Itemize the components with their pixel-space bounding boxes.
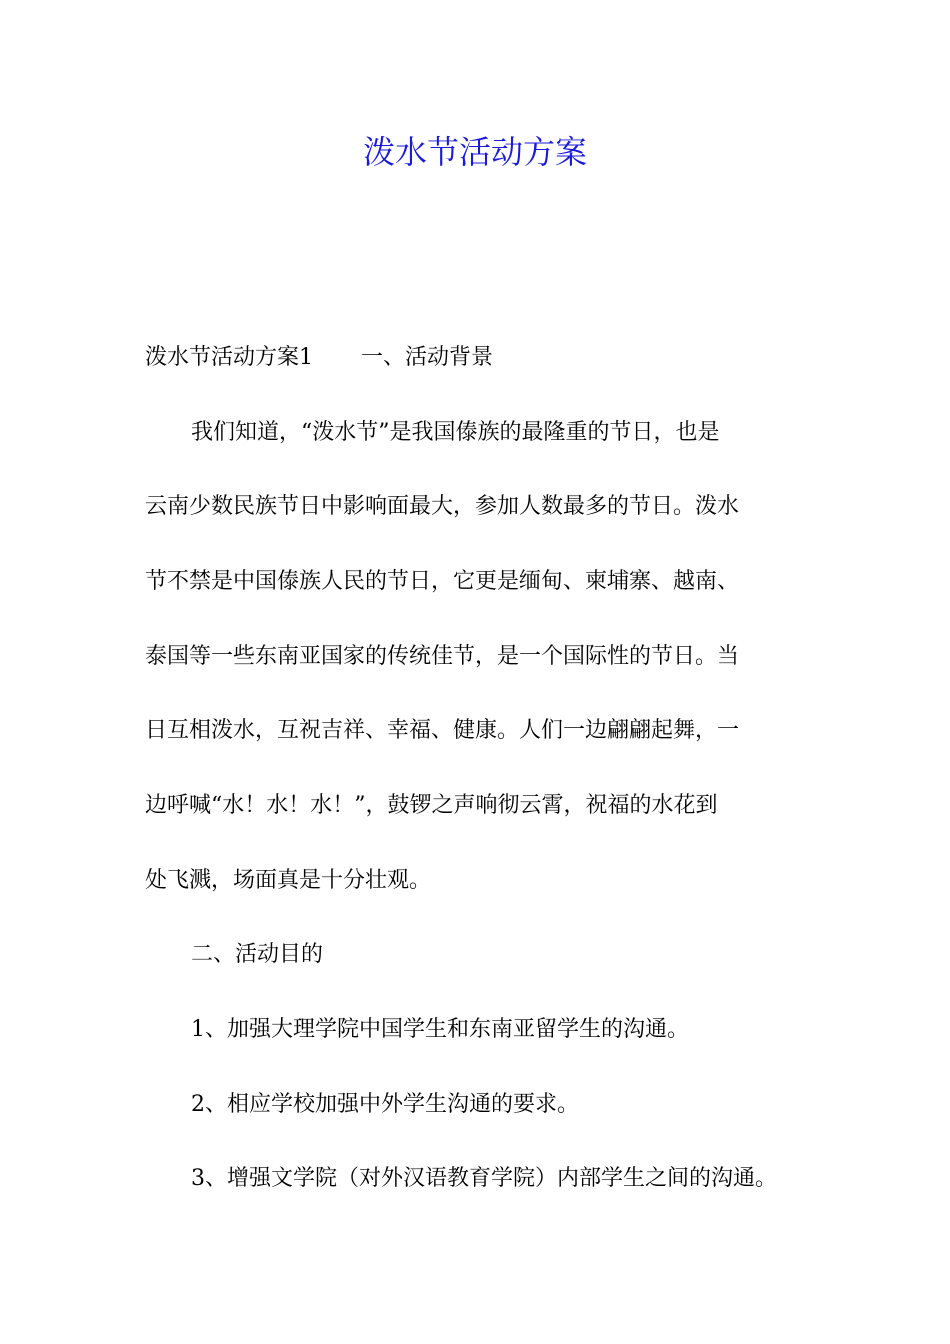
paragraph-line: 边呼喊“水！水！水！”，鼓锣之声响彻云霄，祝福的水花到 — [145, 793, 718, 818]
paragraph-line: 节不禁是中国傣族人民的节日，它更是缅甸、柬埔寨、越南、 — [145, 569, 740, 594]
section-heading-background: 一、活动背景 — [361, 345, 494, 370]
goal-item: 3、增强文学院（对外汉语教育学院）内部学生之间的沟通。 — [191, 1166, 777, 1191]
paragraph-line: 处飞溅，场面真是十分壮观。 — [145, 868, 432, 893]
plan-label: 泼水节活动方案1 — [145, 345, 313, 370]
goal-item: 1、加强大理学院中国学生和东南亚留学生的沟通。 — [191, 1017, 689, 1042]
section-heading-goals: 二、活动目的 — [191, 942, 324, 967]
paragraph-line: 泰国等一些东南亚国家的传统佳节，是一个国际性的节日。当 — [145, 644, 740, 669]
document-title: 泼水节活动方案 — [362, 133, 587, 171]
goal-item: 2、相应学校加强中外学生沟通的要求。 — [191, 1092, 579, 1117]
paragraph-line: 云南少数民族节日中影响面最大，参加人数最多的节日。泼水 — [145, 494, 740, 519]
heading-line — [145, 343, 825, 373]
paragraph-line: 日互相泼水，互祝吉祥、幸福、健康。人们一边翩翩起舞，一 — [145, 718, 740, 743]
paragraph-line: 我们知道，“泼水节”是我国傣族的最隆重的节日，也是 — [191, 420, 720, 445]
